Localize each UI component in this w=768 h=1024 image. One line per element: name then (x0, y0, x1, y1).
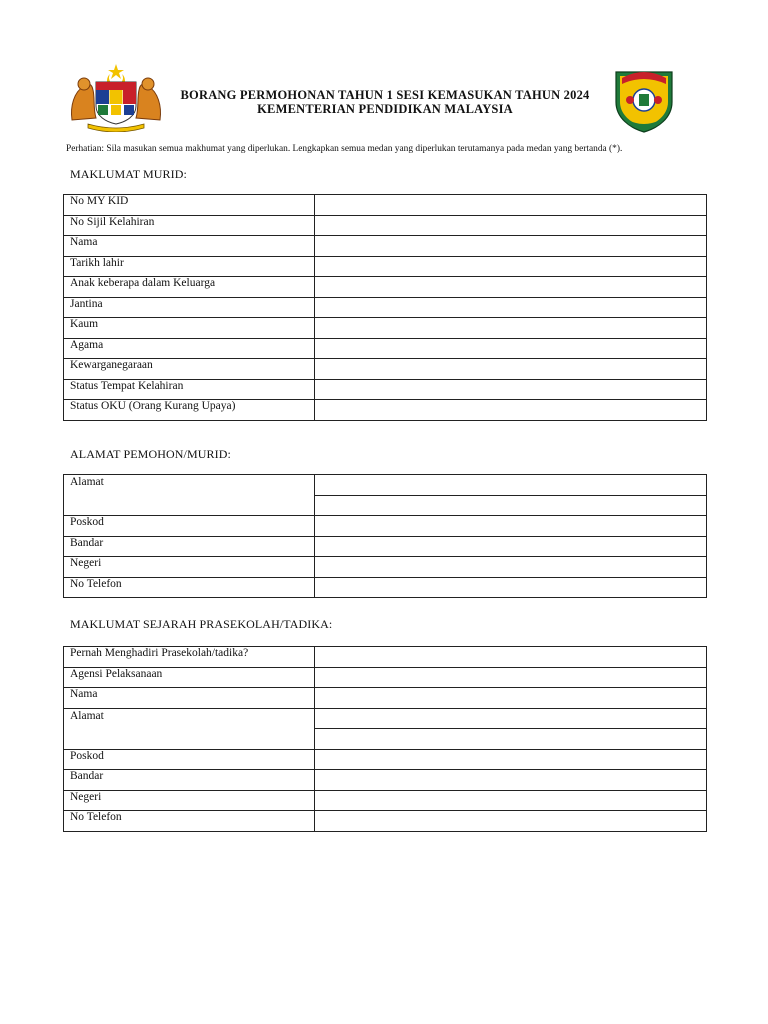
field-kewarganegaraan[interactable] (315, 359, 707, 380)
table-row (64, 577, 707, 598)
row-label: Alamat (64, 708, 315, 749)
row-label: Negeri (64, 557, 315, 578)
field-poskod-prasekolah[interactable] (315, 749, 707, 770)
row-label: Nama (64, 236, 315, 257)
table-row (64, 236, 707, 257)
section-heading-prasekolah: MAKLUMAT SEJARAH PRASEKOLAH/TADIKA: (70, 617, 333, 631)
row-label: Alamat (64, 475, 315, 516)
field-no-my-kid[interactable] (315, 195, 707, 216)
table-row (64, 338, 707, 359)
row-label: Poskod (64, 516, 315, 537)
field-no-telefon-prasekolah[interactable] (315, 811, 707, 832)
field-jantina[interactable] (315, 297, 707, 318)
table-row (64, 688, 707, 709)
table-row (64, 277, 707, 298)
table-row (64, 318, 707, 339)
row-label: Anak keberapa dalam Keluarga (64, 277, 315, 298)
table-row (64, 667, 707, 688)
table-row (64, 379, 707, 400)
field-alamat-line2[interactable] (315, 495, 707, 516)
field-kaum[interactable] (315, 318, 707, 339)
table-row (64, 195, 707, 216)
malaysia-coat-of-arms-icon (66, 62, 166, 132)
row-label: Pernah Menghadiri Prasekolah/tadika? (64, 647, 315, 668)
row-label: No MY KID (64, 195, 315, 216)
row-label: Poskod (64, 749, 315, 770)
state-crest-icon (608, 62, 680, 134)
field-agensi-pelaksanaan[interactable] (315, 667, 707, 688)
table-row (64, 536, 707, 557)
field-negeri[interactable] (315, 557, 707, 578)
form-title-line2: KEMENTERIAN PENDIDIKAN MALAYSIA (257, 102, 513, 116)
table-row (64, 811, 707, 832)
row-label: Bandar (64, 536, 315, 557)
field-bandar[interactable] (315, 536, 707, 557)
table-row (64, 749, 707, 770)
section-heading-alamat: ALAMAT PEMOHON/MURID: (70, 447, 231, 461)
field-agama[interactable] (315, 338, 707, 359)
row-label: No Telefon (64, 811, 315, 832)
form-title-line1: BORANG PERMOHONAN TAHUN 1 SESI KEMASUKAN TAHUN 2024 (180, 88, 590, 102)
table-row (64, 359, 707, 380)
field-anak-keberapa[interactable] (315, 277, 707, 298)
field-alamat-prasekolah-line2[interactable] (315, 729, 707, 750)
table-row (64, 475, 707, 496)
row-label: Kewarganegaraan (64, 359, 315, 380)
table-row (64, 516, 707, 537)
field-status-tempat-kelahiran[interactable] (315, 379, 707, 400)
row-label: No Telefon (64, 577, 315, 598)
row-label: Nama (64, 688, 315, 709)
row-label: No Sijil Kelahiran (64, 215, 315, 236)
row-label: Agensi Pelaksanaan (64, 667, 315, 688)
field-negeri-prasekolah[interactable] (315, 790, 707, 811)
row-label: Status Tempat Kelahiran (64, 379, 315, 400)
field-no-sijil-kelahiran[interactable] (315, 215, 707, 236)
table-row (64, 647, 707, 668)
field-alamat-prasekolah-line1[interactable] (315, 708, 707, 729)
field-tarikh-lahir[interactable] (315, 256, 707, 277)
table-row (64, 297, 707, 318)
table-row (64, 400, 707, 421)
table-alamat-pemohon (63, 474, 707, 598)
field-nama[interactable] (315, 236, 707, 257)
row-label: Kaum (64, 318, 315, 339)
row-label: Bandar (64, 770, 315, 791)
field-poskod[interactable] (315, 516, 707, 537)
table-row (64, 708, 707, 729)
row-label: Agama (64, 338, 315, 359)
table-maklumat-murid (63, 194, 707, 421)
field-alamat-line1[interactable] (315, 475, 707, 496)
table-row (64, 215, 707, 236)
row-label: Status OKU (Orang Kurang Upaya) (64, 400, 315, 421)
field-nama-prasekolah[interactable] (315, 688, 707, 709)
table-sejarah-prasekolah (63, 646, 707, 832)
table-row (64, 256, 707, 277)
field-bandar-prasekolah[interactable] (315, 770, 707, 791)
field-pernah-menghadiri[interactable] (315, 647, 707, 668)
field-status-oku[interactable] (315, 400, 707, 421)
field-no-telefon[interactable] (315, 577, 707, 598)
row-label: Jantina (64, 297, 315, 318)
section-heading-murid: MAKLUMAT MURID: (70, 167, 187, 181)
table-row (64, 557, 707, 578)
row-label: Negeri (64, 790, 315, 811)
table-row (64, 770, 707, 791)
row-label: Tarikh lahir (64, 256, 315, 277)
table-row (64, 790, 707, 811)
notice-text: Perhatian: Sila masukan semua makhumat yang diperlukan. Lengkapkan semua medan yang diperlukan terutamanya pada medan yang bertanda (*). (66, 144, 623, 154)
form-title (170, 88, 600, 116)
